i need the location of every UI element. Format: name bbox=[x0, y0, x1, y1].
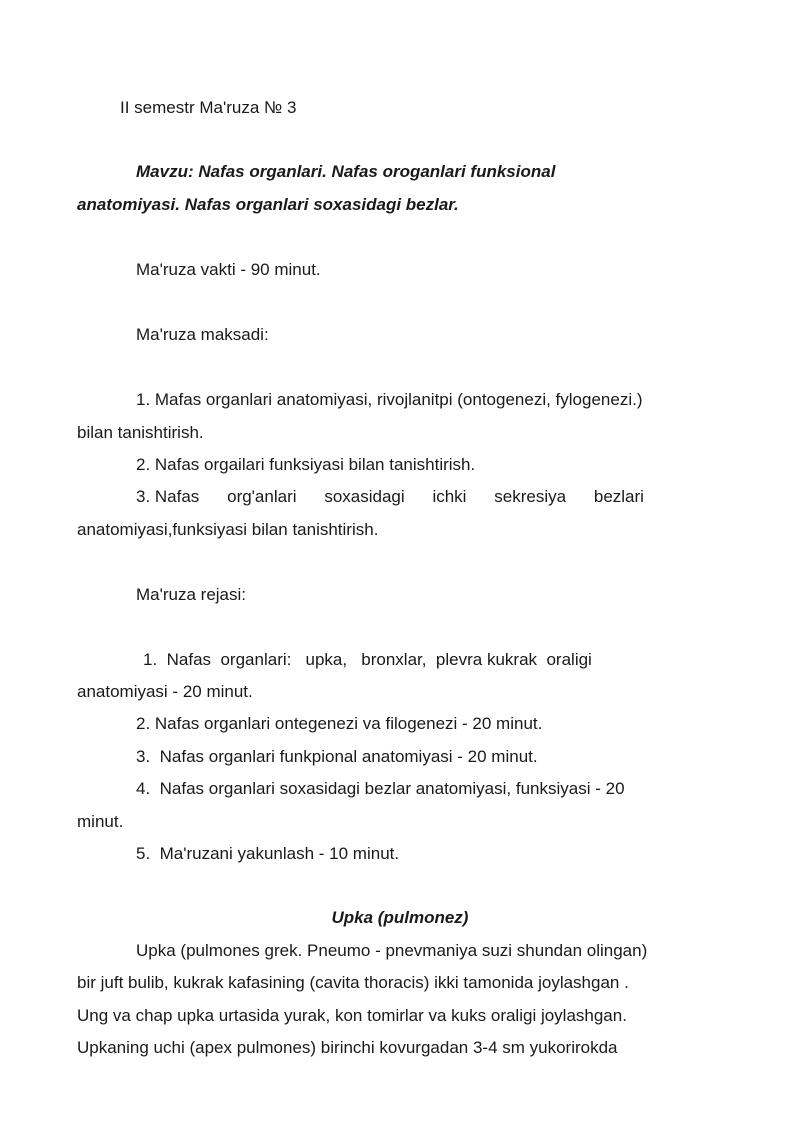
goal-1-line-1: 1. Mafas organlari anatomiyasi, rivojlanitpi (ontogenezi, fylogenezi.) bbox=[136, 390, 643, 409]
plan-heading: Ma'ruza rejasi: bbox=[136, 585, 247, 604]
plan-3: 3. Nafas organlari funkpional anatomiyasi - 20 minut. bbox=[136, 747, 538, 766]
lecture-duration: Ma'ruza vakti - 90 minut. bbox=[136, 260, 321, 279]
body-line: Ung va chap upka urtasida yurak, kon tomirlar va kuks oraligi joylashgan. bbox=[77, 1006, 627, 1025]
plan-4-line-2: minut. bbox=[77, 812, 124, 831]
goal-3-word: sekresiya bbox=[494, 487, 567, 506]
plan-4-line-1: 4. Nafas organlari soxasidagi bezlar anatomiyasi, funksiyasi - 20 bbox=[136, 779, 625, 798]
semester-header: II semestr Ma'ruza № 3 bbox=[120, 98, 297, 117]
goals-heading: Ma'ruza maksadi: bbox=[136, 325, 269, 344]
goal-3-line-1 bbox=[136, 486, 644, 508]
goal-3-word: org'anlari bbox=[227, 487, 297, 506]
plan-1-line-2: anatomiyasi - 20 minut. bbox=[77, 682, 253, 701]
goal-3-line-2: anatomiyasi,funksiyasi bilan tanishtirish. bbox=[77, 520, 379, 539]
body-line: Upka (pulmones grek. Pneumo - pnevmaniya suzi shundan olingan) bbox=[136, 941, 648, 960]
body-line: Upkaning uchi (apex pulmones) birinchi kovurgadan 3-4 sm yukorirokda bbox=[77, 1038, 618, 1057]
plan-2: 2. Nafas organlari ontegenezi va filogenezi - 20 minut. bbox=[136, 714, 543, 733]
topic-line-1: Mavzu: Nafas organlari. Nafas oroganlari funksional bbox=[136, 162, 556, 181]
goal-3-word: 3. Nafas bbox=[136, 487, 200, 506]
goal-3-word: soxasidagi bbox=[324, 487, 405, 506]
goal-3-word: ichki bbox=[432, 487, 467, 506]
topic-line-2: anatomiyasi. Nafas organlari soxasidagi bezlar. bbox=[77, 195, 459, 214]
plan-1-line-1: 1. Nafas organlari: upka, bronxlar, plevra kukrak oraligi bbox=[143, 650, 592, 669]
plan-5: 5. Ma'ruzani yakunlash - 10 minut. bbox=[136, 844, 400, 863]
goal-2: 2. Nafas orgailari funksiyasi bilan tanishtirish. bbox=[136, 455, 476, 474]
goal-1-line-2: bilan tanishtirish. bbox=[77, 423, 204, 442]
body-line: bir juft bulib, kukrak kafasining (cavita thoracis) ikki tamonida joylashgan . bbox=[77, 973, 629, 992]
goal-3-word: bezlari bbox=[593, 487, 644, 506]
section-title: Upka (pulmonez) bbox=[331, 908, 469, 927]
